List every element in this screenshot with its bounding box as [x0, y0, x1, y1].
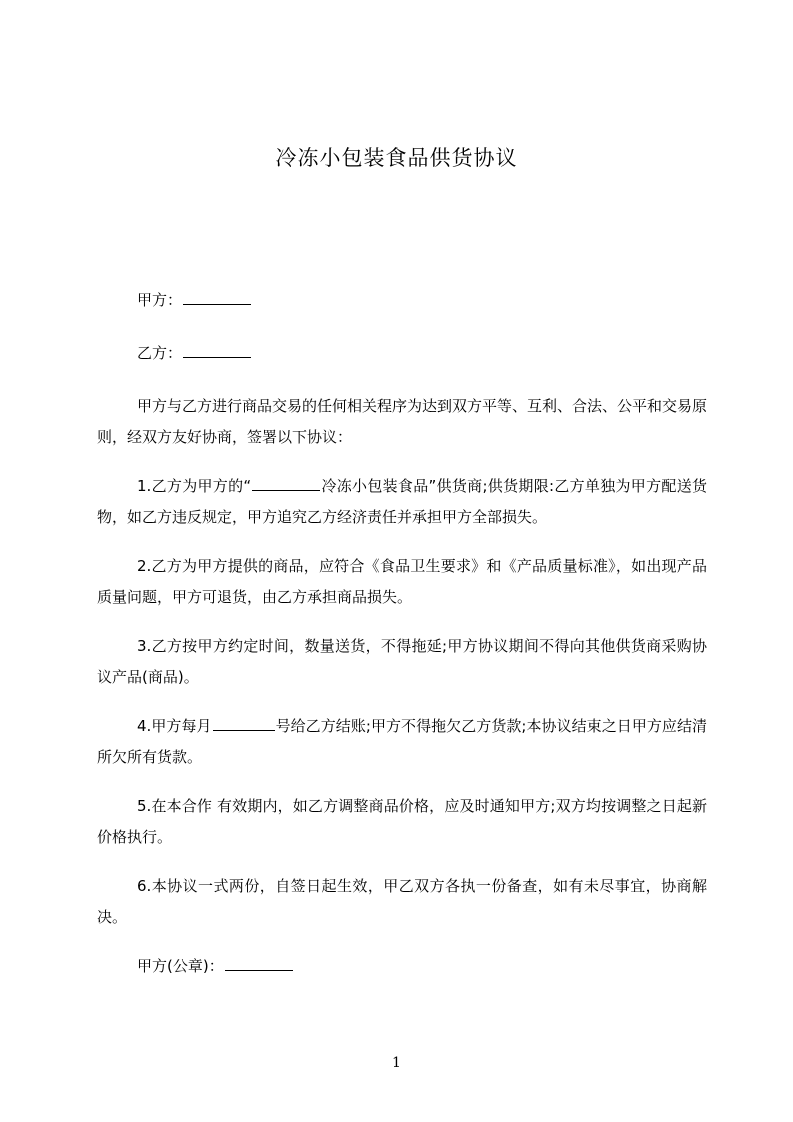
party-a-line — [97, 285, 707, 316]
party-b-blank — [183, 341, 251, 358]
party-b-line — [97, 338, 707, 369]
clause-5: 5.在本合作 有效期内，如乙方调整商品价格，应及时通知甲方;双方均按调整之日起新价格执行。 — [97, 797, 707, 846]
party-a-seal-line — [97, 951, 707, 982]
clause-3: 3.乙方按甲方约定时间，数量送货，不得拖延;甲方协议期间不得向其他供货商采购协议产品(商品)。 — [97, 637, 707, 686]
party-b-label: 乙方： — [137, 344, 183, 362]
party-a-seal-label: 甲方(公章)： — [137, 957, 224, 975]
party-a-label: 甲方： — [137, 291, 183, 309]
party-a-blank — [183, 288, 251, 305]
clause-1 — [97, 471, 707, 533]
clause-1-blank — [252, 474, 320, 491]
party-a-seal-blank — [225, 954, 293, 971]
clause-6: 6.本协议一式两份，自签日起生效，甲乙双方各执一份备查，如有未尽事宜，协商解决。 — [97, 877, 707, 926]
page-number: 1 — [392, 1055, 401, 1071]
clause-2: 2.乙方为甲方提供的商品，应符合《食品卫生要求》和《产品质量标准》，如出现产品质量问题，甲方可退货，由乙方承担商品损失。 — [97, 557, 707, 606]
clause-4-blank — [213, 714, 275, 731]
clause-1-suffix: 冷冻小包装食品”供货商;供货期限:乙方单独为甲方配送货物，如乙方违反规定，甲方追究乙方经济责任并承担甲方全部损失。 — [97, 477, 707, 526]
intro-paragraph: 甲方与乙方进行商品交易的任何相关程序为达到双方平等、互利、合法、公平和交易原则，经双方友好协商，签署以下协议： — [97, 397, 708, 446]
document-title: 冷冻小包装食品供货协议 — [275, 146, 518, 170]
clause-1-prefix: 1.乙方为甲方的“ — [137, 477, 252, 495]
clause-4-suffix: 号给乙方结账;甲方不得拖欠乙方货款;本协议结束之日甲方应结清所欠所有货款。 — [97, 717, 707, 766]
clause-4-prefix: 4.甲方每月 — [137, 717, 212, 735]
clause-4 — [97, 711, 707, 773]
